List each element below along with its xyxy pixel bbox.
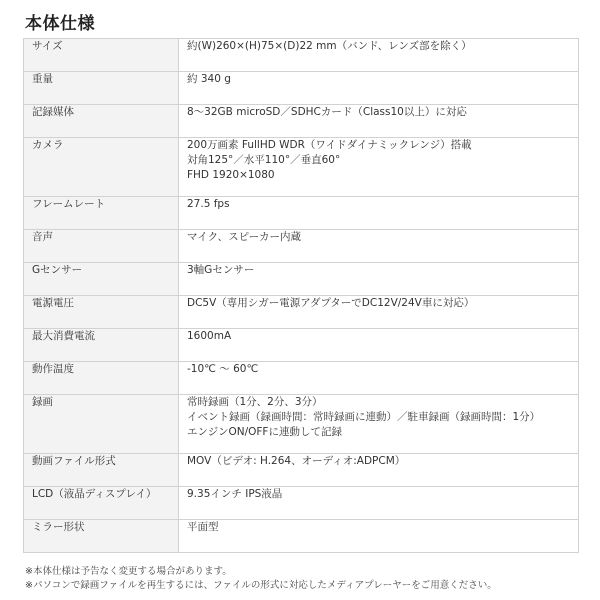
row-value: 平面型 xyxy=(179,520,579,553)
table-row xyxy=(24,138,579,197)
row-label: 動画ファイル形式 xyxy=(24,454,179,487)
row-value xyxy=(179,138,579,197)
row-label: 録画 xyxy=(24,395,179,454)
row-value: 1600mA xyxy=(179,329,579,362)
row-value: 3軸Gセンサー xyxy=(179,263,579,296)
row-value xyxy=(179,395,579,454)
row-label: フレームレート xyxy=(24,197,179,230)
table-row xyxy=(24,72,579,105)
row-value-line: FHD 1920×1080 xyxy=(187,169,275,181)
table-row xyxy=(24,296,579,329)
footnote: ※本体仕様は予告なく変更する場合があります。 xyxy=(25,566,232,577)
table-row xyxy=(24,230,579,263)
table-row xyxy=(24,362,579,395)
table-row xyxy=(24,105,579,138)
row-value: DC5V（専用シガー電源アダプターでDC12V/24V車に対応） xyxy=(179,296,579,329)
row-label: カメラ xyxy=(24,138,179,197)
row-value-line: 常時録画（1分、2分、3分） xyxy=(187,396,323,408)
row-value: 約 340 g xyxy=(179,72,579,105)
row-value-line: エンジンON/OFFに連動して記録 xyxy=(187,426,342,438)
footnotes xyxy=(25,565,497,593)
spec-table xyxy=(23,38,579,553)
row-label: 電源電圧 xyxy=(24,296,179,329)
table-row xyxy=(24,487,579,520)
table-row xyxy=(24,329,579,362)
row-label: 動作温度 xyxy=(24,362,179,395)
table-row xyxy=(24,263,579,296)
row-label: ミラー形状 xyxy=(24,520,179,553)
row-value: 27.5 fps xyxy=(179,197,579,230)
table-row xyxy=(24,454,579,487)
table-row xyxy=(24,520,579,553)
row-label: 重量 xyxy=(24,72,179,105)
row-label: Gセンサー xyxy=(24,263,179,296)
row-value: MOV（ビデオ: H.264、オーディオ:ADPCM） xyxy=(179,454,579,487)
row-label: LCD（液晶ディスプレイ） xyxy=(24,487,179,520)
row-label: 音声 xyxy=(24,230,179,263)
table-row xyxy=(24,197,579,230)
row-value: マイク、スピーカー内蔵 xyxy=(179,230,579,263)
table-row xyxy=(24,395,579,454)
row-label: 記録媒体 xyxy=(24,105,179,138)
row-label: サイズ xyxy=(24,39,179,72)
page-title: 本体仕様 xyxy=(25,14,95,34)
row-value: 約(W)260×(H)75×(D)22 mm（バンド、レンズ部を除く） xyxy=(179,39,579,72)
row-value-line: 対角125°／水平110°／垂直60° xyxy=(187,154,341,166)
row-value: 9.35インチ IPS液晶 xyxy=(179,487,579,520)
row-value: -10℃ ～ 60℃ xyxy=(179,362,579,395)
row-value: 8～32GB microSD／SDHCカード（Class10以上）に対応 xyxy=(179,105,579,138)
table-row xyxy=(24,39,579,72)
row-value-line: 200万画素 FullHD WDR（ワイドダイナミックレンジ）搭載 xyxy=(187,139,472,151)
row-value-line: イベント録画（録画時間：常時録画に連動）／駐車録画（録画時間：1分） xyxy=(187,411,541,423)
row-label: 最大消費電流 xyxy=(24,329,179,362)
footnote: ※パソコンで録画ファイルを再生するには、ファイルの形式に対応したメディアプレーヤーをご用意ください。 xyxy=(25,580,497,591)
